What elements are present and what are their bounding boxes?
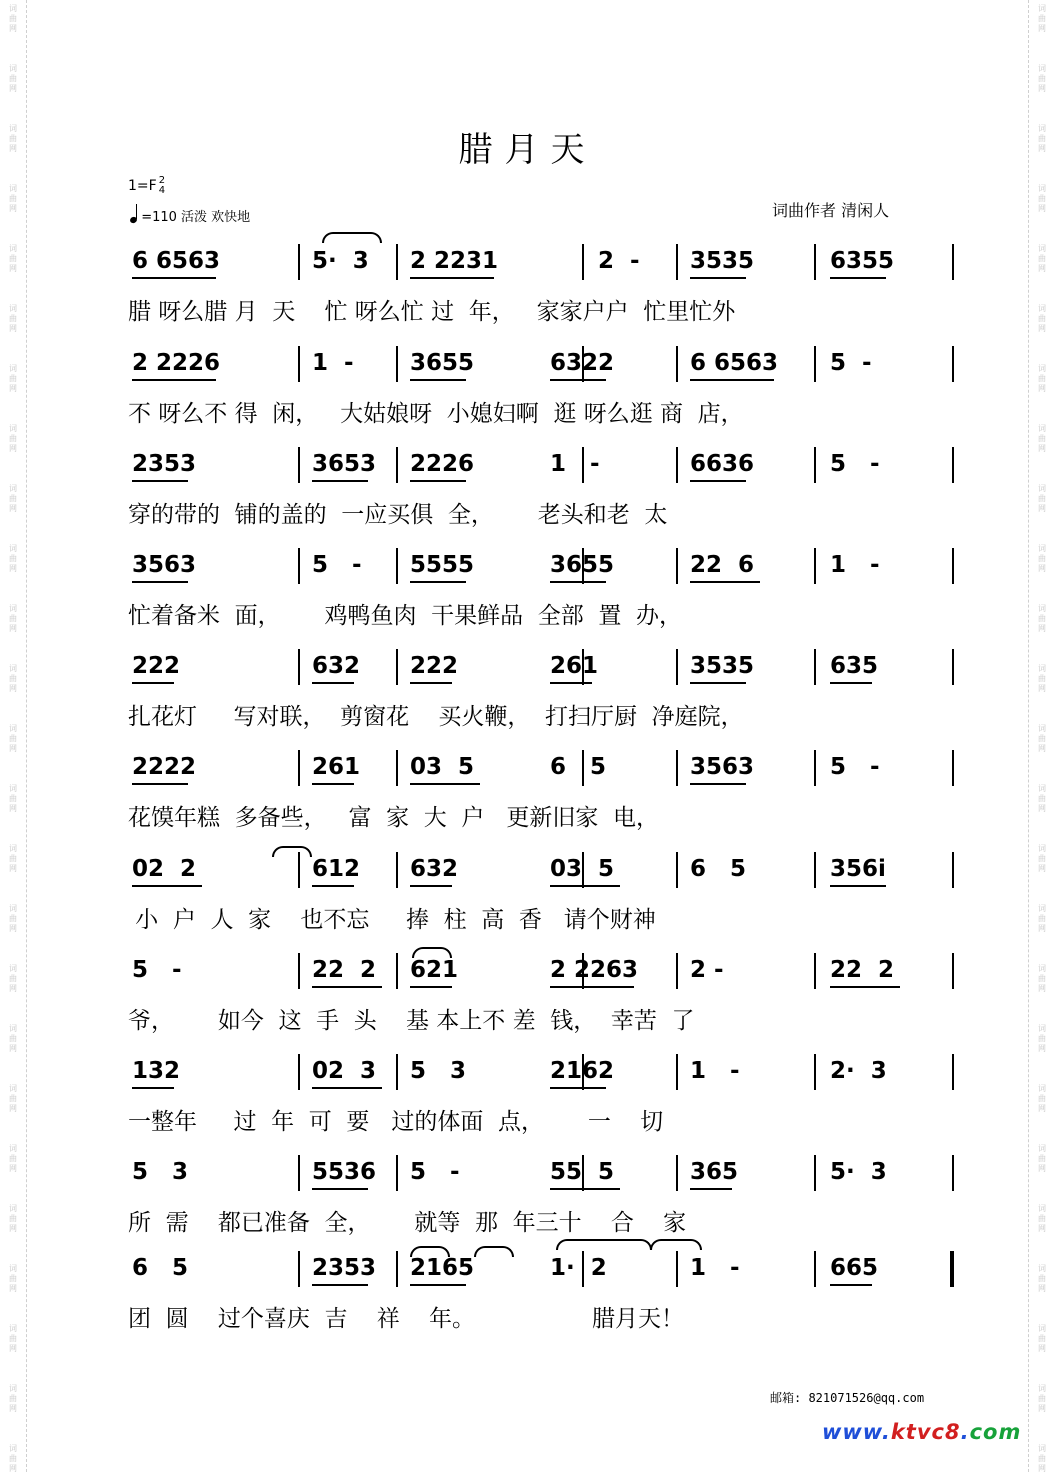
- bar-line: [396, 548, 398, 584]
- lyric-line: 小 户 人 家 也不忘 捧 柱 高 香 请个财神: [128, 907, 656, 933]
- beam-underline: [132, 682, 174, 684]
- measure-notes: 5 3: [132, 1159, 189, 1185]
- bar-line: [298, 447, 300, 483]
- measure-notes: 2222: [132, 754, 197, 780]
- beam-underline: [132, 581, 188, 583]
- bar-line: [396, 447, 398, 483]
- bar-line: [396, 346, 398, 382]
- watermark-text: 词 曲 网: [9, 424, 17, 453]
- watermark-text: 词 曲 网: [1038, 1084, 1046, 1113]
- measure-notes: 2 2226: [132, 350, 221, 376]
- bar-line: [298, 548, 300, 584]
- beam-underline: [132, 379, 216, 381]
- measure-notes: 2226: [410, 451, 475, 477]
- beam-underline: [312, 682, 354, 684]
- beam-underline: [132, 277, 216, 279]
- slur-mark: [474, 1246, 514, 1257]
- watermark-text: 词 曲 网: [9, 544, 17, 573]
- measure-notes: 03 5: [550, 856, 615, 882]
- bar-line: [814, 852, 816, 888]
- slur-mark: [412, 947, 452, 958]
- bar-line: [676, 953, 678, 989]
- measure-notes: 1 -: [550, 451, 600, 477]
- slur-mark: [650, 1239, 702, 1250]
- bar-line: [396, 1054, 398, 1090]
- beam-underline: [550, 581, 606, 583]
- beam-underline: [410, 885, 452, 887]
- bar-line: [298, 852, 300, 888]
- watermark-text: 词 曲 网: [9, 4, 17, 33]
- bar-line: [952, 447, 954, 483]
- watermark-text: 词 曲 网: [9, 1264, 17, 1293]
- measure-notes: 632: [410, 856, 459, 882]
- measure-notes: 3655: [410, 350, 475, 376]
- beam-underline: [132, 480, 188, 482]
- watermark-text: 词 曲 网: [1038, 64, 1046, 93]
- beam-underline: [132, 783, 188, 785]
- bar-line: [952, 244, 954, 280]
- bar-line: [396, 852, 398, 888]
- measure-notes: 5· 3: [312, 248, 369, 274]
- beam-underline: [830, 885, 886, 887]
- beam-underline: [312, 986, 382, 988]
- measure-notes: 2· 3: [830, 1058, 887, 1084]
- measure-notes: 2165: [410, 1255, 475, 1281]
- bar-line: [298, 750, 300, 786]
- watermark-text: 词 曲 网: [9, 1204, 17, 1233]
- bar-line: [950, 1251, 954, 1287]
- bar-line: [676, 1251, 678, 1287]
- lyric-line: 腊 呀么腊 月 天 忙 呀么忙 过 年， 家家户户 忙里忙外: [128, 299, 736, 325]
- measure-notes: 2 -: [690, 957, 724, 983]
- watermark-text: 词 曲 网: [1038, 664, 1046, 693]
- measure-notes: 5 -: [410, 1159, 460, 1185]
- measure-notes: 02 2: [132, 856, 197, 882]
- measure-notes: 132: [132, 1058, 181, 1084]
- bar-line: [298, 953, 300, 989]
- bar-line: [814, 1155, 816, 1191]
- watermark-text: 词 曲 网: [1038, 784, 1046, 813]
- bar-line: [814, 1054, 816, 1090]
- beam-underline: [312, 1188, 368, 1190]
- bar-line: [814, 548, 816, 584]
- bar-line: [396, 953, 398, 989]
- watermark-text: 词 曲 网: [1038, 1444, 1046, 1472]
- bar-line: [814, 750, 816, 786]
- bar-line: [676, 548, 678, 584]
- beam-underline: [550, 885, 620, 887]
- time-sig-top: 2: [158, 175, 166, 186]
- watermark-text: 词 曲 网: [1038, 1204, 1046, 1233]
- lyric-line: 扎花灯 写对联， 剪窗花 买火鞭， 打扫厅厨 净庭院，: [128, 704, 744, 730]
- bar-line: [582, 244, 584, 280]
- watermark-text: 词 曲 网: [1038, 1024, 1046, 1053]
- measure-notes: 612: [312, 856, 361, 882]
- bar-line: [952, 750, 954, 786]
- contact-email: 邮箱: 821071526@qq.com: [770, 1391, 925, 1405]
- measure-notes: 2 2263: [550, 957, 639, 983]
- measure-notes: 3653: [312, 451, 377, 477]
- beam-underline: [690, 581, 760, 583]
- watermark-text: 词 曲 网: [1038, 244, 1046, 273]
- watermark-text: 词 曲 网: [1038, 484, 1046, 513]
- beam-underline: [690, 277, 746, 279]
- watermark-text: 词 曲 网: [9, 124, 17, 153]
- watermark-text: 词 曲 网: [1038, 4, 1046, 33]
- measure-notes: 6636: [690, 451, 755, 477]
- measure-notes: 2 2231: [410, 248, 499, 274]
- measure-notes: 261: [312, 754, 361, 780]
- measure-notes: 5555: [410, 552, 475, 578]
- key-label: 1=F: [128, 178, 157, 194]
- measure-notes: 5 -: [830, 350, 872, 376]
- bar-line: [952, 852, 954, 888]
- watermark-text: 词 曲 网: [9, 844, 17, 873]
- beam-underline: [410, 277, 494, 279]
- watermark-text: 词 曲 网: [1038, 364, 1046, 393]
- watermark-text: 词 曲 网: [9, 904, 17, 933]
- measure-notes: 261: [550, 653, 599, 679]
- beam-underline: [410, 581, 466, 583]
- time-sig-bottom: 4: [158, 185, 166, 196]
- beam-underline: [690, 682, 746, 684]
- measure-notes: 3563: [690, 754, 755, 780]
- bar-line: [814, 1251, 816, 1287]
- beam-underline: [410, 1284, 466, 1286]
- lyric-line: 穿的带的 铺的盖的 一应买俱 全， 老头和老 太: [128, 502, 668, 528]
- beam-underline: [550, 379, 606, 381]
- beam-underline: [830, 682, 872, 684]
- song-title: 腊月天: [458, 130, 597, 170]
- watermark-text: 词 曲 网: [1038, 1264, 1046, 1293]
- beam-underline: [830, 986, 900, 988]
- measure-notes: 5 -: [830, 754, 880, 780]
- measure-notes: 5 -: [132, 957, 182, 983]
- bar-line: [952, 953, 954, 989]
- watermark-text: 词 曲 网: [9, 1024, 17, 1053]
- bar-line: [676, 852, 678, 888]
- bar-line: [814, 649, 816, 685]
- lyric-line: 团 圆 过个喜庆 吉 祥 年。 腊月天！: [128, 1306, 684, 1332]
- bar-line: [676, 447, 678, 483]
- beam-underline: [690, 480, 746, 482]
- bar-line: [676, 1054, 678, 1090]
- watermark-text: 词 曲 网: [9, 784, 17, 813]
- watermark-text: 词 曲 网: [1038, 724, 1046, 753]
- watermark-text: 词 曲 网: [9, 1444, 17, 1472]
- watermark-text: 词 曲 网: [9, 184, 17, 213]
- watermark-text: 词 曲 网: [1038, 1324, 1046, 1353]
- lyric-line: 一整年 过 年 可 要 过的体面 点， 一 切: [128, 1109, 664, 1135]
- beam-underline: [312, 783, 354, 785]
- bar-line: [952, 649, 954, 685]
- measure-notes: 665: [830, 1255, 879, 1281]
- beam-underline: [410, 783, 480, 785]
- watermark-text: 词 曲 网: [9, 1324, 17, 1353]
- watermark-text: 词 曲 网: [9, 1084, 17, 1113]
- bar-line: [396, 244, 398, 280]
- bar-line: [814, 244, 816, 280]
- watermark-text: 词 曲 网: [1038, 904, 1046, 933]
- watermark-text: 词 曲 网: [1038, 1144, 1046, 1173]
- bar-line: [396, 1155, 398, 1191]
- beam-underline: [690, 379, 774, 381]
- watermark-text: 词 曲 网: [9, 604, 17, 633]
- measure-notes: 55 5: [550, 1159, 615, 1185]
- beam-underline: [550, 682, 592, 684]
- bar-line: [298, 346, 300, 382]
- beam-underline: [690, 783, 746, 785]
- measure-notes: 632: [312, 653, 361, 679]
- beam-underline: [312, 480, 368, 482]
- bar-line: [676, 346, 678, 382]
- measure-notes: 6 6563: [132, 248, 221, 274]
- measure-notes: 1 -: [830, 552, 880, 578]
- measure-notes: 6 5: [132, 1255, 189, 1281]
- bar-line: [396, 1251, 398, 1287]
- tempo-text: =110 活泼 欢快地: [141, 210, 251, 225]
- measure-notes: 6 6563: [690, 350, 779, 376]
- measure-notes: 5536: [312, 1159, 377, 1185]
- watermark-text: 词 曲 网: [9, 964, 17, 993]
- watermark-text: 词 曲 网: [9, 304, 17, 333]
- slur-mark: [322, 232, 382, 243]
- bar-line: [298, 244, 300, 280]
- watermark-text: 词 曲 网: [9, 364, 17, 393]
- bar-line: [676, 244, 678, 280]
- measure-notes: 1 -: [312, 350, 354, 376]
- beam-underline: [312, 1284, 368, 1286]
- measure-notes: 621: [410, 957, 459, 983]
- bar-line: [952, 1155, 954, 1191]
- watermark-text: 词 曲 网: [1038, 844, 1046, 873]
- beam-underline: [830, 277, 886, 279]
- beam-underline: [550, 986, 634, 988]
- lyric-line: 爷， 如今 这 手 头 基 本上不 差 钱， 幸苦 了: [128, 1008, 695, 1034]
- watermark-text: 词 曲 网: [1038, 304, 1046, 333]
- measure-notes: 22 6: [690, 552, 755, 578]
- measure-notes: 2162: [550, 1058, 615, 1084]
- measure-notes: 3535: [690, 248, 755, 274]
- watermark-text: 词 曲 网: [9, 1384, 17, 1413]
- measure-notes: 6 5: [690, 856, 747, 882]
- bar-line: [952, 1054, 954, 1090]
- bar-line: [676, 1155, 678, 1191]
- lyric-line: 花馍年糕 多备些， 富 家 大 户 更新旧家 电，: [128, 805, 659, 831]
- measure-notes: 1· 2: [550, 1255, 607, 1281]
- measure-notes: 5· 3: [830, 1159, 887, 1185]
- bar-line: [814, 447, 816, 483]
- lyric-line: 忙着备米 面， 鸡鸭鱼肉 干果鲜品 全部 置 办，: [128, 603, 682, 629]
- measure-notes: 2353: [312, 1255, 377, 1281]
- measure-notes: 3563: [132, 552, 197, 578]
- measure-notes: 3655: [550, 552, 615, 578]
- bar-line: [298, 649, 300, 685]
- slur-mark: [556, 1239, 652, 1250]
- beam-underline: [550, 1087, 606, 1089]
- watermark-text: 词 曲 网: [9, 1144, 17, 1173]
- watermark-text: 词 曲 网: [9, 484, 17, 513]
- watermark-text: 词 曲 网: [1038, 1384, 1046, 1413]
- beam-underline: [312, 885, 354, 887]
- watermark-text: 词 曲 网: [1038, 964, 1046, 993]
- slur-mark: [410, 1246, 450, 1257]
- measure-notes: 6355: [830, 248, 895, 274]
- beam-underline: [830, 1284, 872, 1286]
- bar-line: [676, 649, 678, 685]
- author-credit: 词曲作者 清闲人: [772, 201, 890, 220]
- measure-notes: 2 -: [598, 248, 640, 274]
- watermark-text: 词 曲 网: [1038, 424, 1046, 453]
- measure-notes: 5 -: [312, 552, 362, 578]
- watermark-text: 词 曲 网: [9, 64, 17, 93]
- beam-underline: [410, 986, 452, 988]
- measure-notes: 3535: [690, 653, 755, 679]
- beam-underline: [410, 480, 466, 482]
- measure-notes: 635: [830, 653, 879, 679]
- measure-notes: 5 3: [410, 1058, 467, 1084]
- beam-underline: [550, 1188, 620, 1190]
- measure-notes: 22 2: [312, 957, 377, 983]
- watermark-text: 词 曲 网: [1038, 544, 1046, 573]
- measure-notes: 6 5: [550, 754, 607, 780]
- measure-notes: 222: [132, 653, 181, 679]
- measure-notes: 2353: [132, 451, 197, 477]
- measure-notes: 6322: [550, 350, 615, 376]
- measure-notes: 03 5: [410, 754, 475, 780]
- slur-mark: [272, 846, 312, 857]
- bar-line: [952, 548, 954, 584]
- beam-underline: [410, 682, 452, 684]
- beam-underline: [410, 379, 466, 381]
- measure-notes: 222: [410, 653, 459, 679]
- watermark-text: 词 曲 网: [1038, 604, 1046, 633]
- bar-line: [298, 1251, 300, 1287]
- measure-notes: 22 2: [830, 957, 895, 983]
- beam-underline: [690, 1188, 732, 1190]
- measure-notes: 356i: [830, 856, 886, 882]
- measure-notes: 1 -: [690, 1058, 740, 1084]
- measure-notes: 365: [690, 1159, 739, 1185]
- lyric-line: 不 呀么不 得 闲， 大姑娘呀 小媳妇啊 逛 呀么逛 商 店，: [128, 401, 744, 427]
- watermark-text: 词 曲 网: [9, 244, 17, 273]
- bar-line: [952, 346, 954, 382]
- beam-underline: [132, 1087, 174, 1089]
- watermark-text: 词 曲 网: [1038, 124, 1046, 153]
- beam-underline: [312, 1087, 382, 1089]
- measure-notes: 1 -: [690, 1255, 740, 1281]
- bar-line: [396, 649, 398, 685]
- watermark-text: 词 曲 网: [1038, 184, 1046, 213]
- site-logo: www.ktvc8.com: [822, 1420, 1022, 1444]
- beam-underline: [132, 885, 202, 887]
- measure-notes: 5 -: [830, 451, 880, 477]
- lyric-line: 所 需 都已准备 全， 就等 那 年三十 合 家: [128, 1210, 687, 1236]
- bar-line: [396, 750, 398, 786]
- bar-line: [814, 346, 816, 382]
- measure-notes: 02 3: [312, 1058, 377, 1084]
- watermark-text: 词 曲 网: [9, 724, 17, 753]
- bar-line: [298, 1155, 300, 1191]
- bar-line: [814, 953, 816, 989]
- bar-line: [298, 1054, 300, 1090]
- bar-line: [676, 750, 678, 786]
- watermark-text: 词 曲 网: [9, 664, 17, 693]
